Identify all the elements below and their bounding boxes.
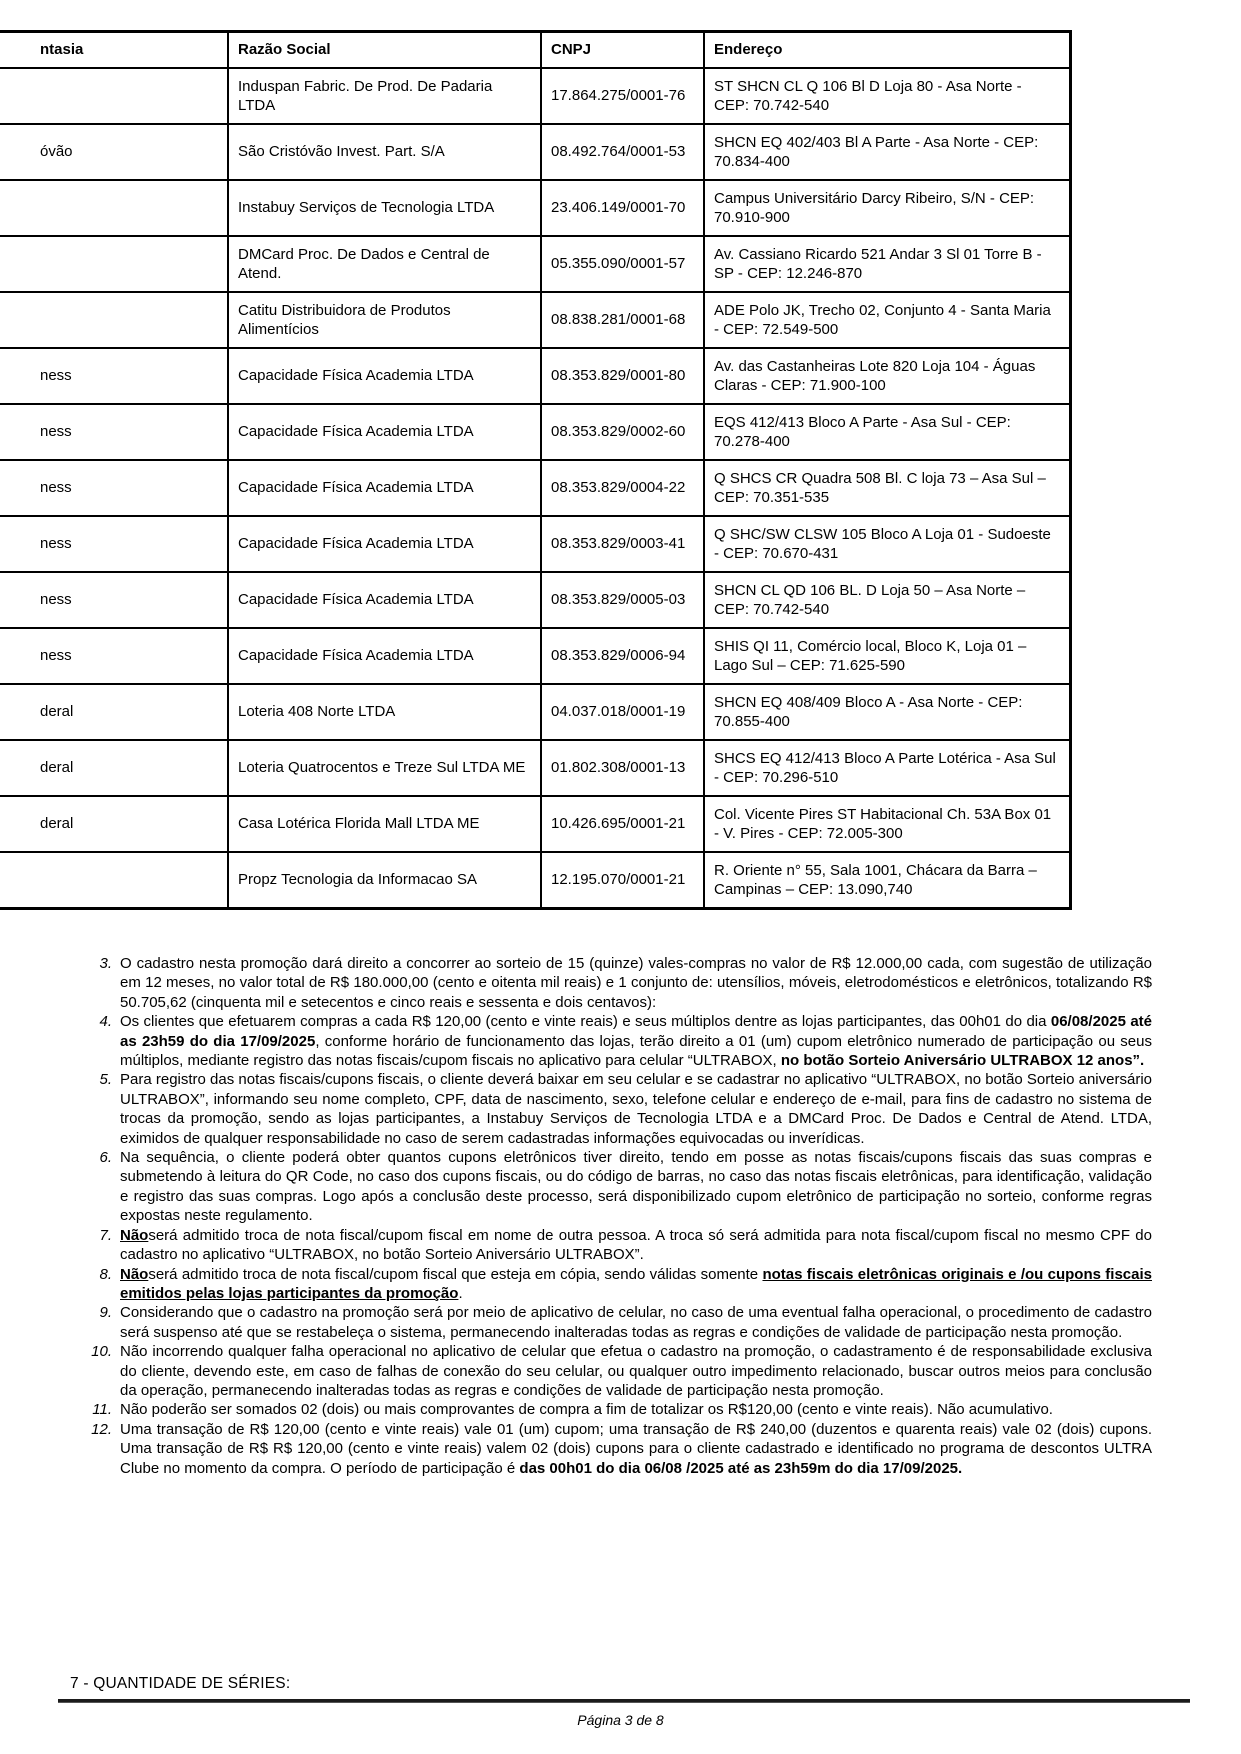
razao-social-cell: Catitu Distribuidora de Produtos Alimentícios [228,292,541,348]
cnpj-cell: 08.353.829/0005-03 [541,572,704,628]
razao-social-cell: DMCard Proc. De Dados e Central de Atend. [228,236,541,292]
razao-social-cell: Propz Tecnologia da Informacao SA [228,852,541,909]
regulations-list [82,954,1152,1478]
endereco-cell: SHCN EQ 408/409 Bloco A - Asa Norte - CEP: 70.855-400 [704,684,1070,740]
item-number: 8. [99,1265,112,1283]
regulation-item [82,1303,1152,1342]
cnpj-cell: 05.355.090/0001-57 [541,236,704,292]
item-text: Nãoserá admitido troca de nota fiscal/cupom fiscal em nome de outra pessoa. A troca só será admitida para nota fiscal/cupom fiscal no mesmo CPF do cadastro no aplicativo “ULTRABOX, no botão Sorteio Aniversário ULTRABOX”. [120,1226,1152,1264]
item-text: Não poderão ser somados 02 (dois) ou mais comprovantes de compra a fim de totalizar os R$120,00 (cento e vinte reais). Não acumulativo. [120,1401,1053,1419]
column-header: ntasia [0,32,228,69]
regulation-item [82,1420,1152,1478]
item-text: Não incorrendo qualquer falha operacional no aplicativo de celular que efetua o cadastro na promoção, o cadastramento é de responsabilidade exclusiva do cliente, devendo este, em caso de falhas de conexão do seu celular, ou qualquer outro impedimento relacionado, buscar outros meios para conclusão da operação, permanecendo inalteradas todas as regras e condições de validade de participação nesta promoção. [120,1343,1152,1399]
item-number: 11. [92,1401,112,1419]
razao-social-cell: Capacidade Física Academia LTDA [228,516,541,572]
item-number: 10. [91,1343,112,1361]
fantasia-cell [0,180,228,236]
fantasia-cell [0,852,228,909]
section-divider [58,1699,1190,1703]
item-text: Na sequência, o cliente poderá obter quantos cupons eletrônicos tiver direito, tendo em posse as notas fiscais/cupons fiscais das suas compras e submetendo à leitura do QR Code, no caso dos cupons fiscais, ou do código de barras, no caso das notas fiscais eletrônicas, para identificação, validação e registro das suas compras. Logo após a conclusão deste processo, será disponibilizado cupom eletrônico de participação no sorteio, conforme regras expostas neste regulamento. [120,1149,1152,1225]
razao-social-cell: Instabuy Serviços de Tecnologia LTDA [228,180,541,236]
fantasia-cell: deral [0,740,228,796]
fantasia-cell [0,236,228,292]
fantasia-cell: ness [0,572,228,628]
cnpj-cell: 08.492.764/0001-53 [541,124,704,180]
razao-social-cell: Capacidade Física Academia LTDA [228,460,541,516]
fantasia-cell: deral [0,796,228,852]
cnpj-cell: 12.195.070/0001-21 [541,852,704,909]
razao-social-cell: Loteria 408 Norte LTDA [228,684,541,740]
regulation-item [82,1070,1152,1148]
item-number: 9. [99,1304,112,1322]
participating-stores-table [0,30,1072,910]
item-number: 6. [99,1149,112,1167]
razao-social-cell: Capacidade Física Academia LTDA [228,572,541,628]
endereco-cell: Q SHCS CR Quadra 508 Bl. C loja 73 – Asa Sul – CEP: 70.351-535 [704,460,1070,516]
column-header: Endereço [704,32,1070,69]
endereco-cell: SHCN EQ 402/403 Bl A Parte - Asa Norte - CEP: 70.834-400 [704,124,1070,180]
endereco-cell: SHIS QI 11, Comércio local, Bloco K, Loja 01 – Lago Sul – CEP: 71.625-590 [704,628,1070,684]
endereco-cell: Col. Vicente Pires ST Habitacional Ch. 53A Box 01 - V. Pires - CEP: 72.005-300 [704,796,1070,852]
item-text: Considerando que o cadastro na promoção será por meio de aplicativo de celular, no caso de uma eventual falha operacional, o procedimento de cadastro será suspenso até que se restabeleça o sistema, permanecendo inalteradas todas as regras e condições de validade de participação nesta promoção. [120,1304,1152,1341]
razao-social-cell: Casa Lotérica Florida Mall LTDA ME [228,796,541,852]
table-row [0,684,1070,740]
fantasia-cell: óvão [0,124,228,180]
cnpj-cell: 10.426.695/0001-21 [541,796,704,852]
table-row [0,628,1070,684]
table-row [0,460,1070,516]
regulation-item [82,1265,1152,1304]
regulation-item [82,1226,1152,1265]
cnpj-cell: 08.353.829/0002-60 [541,404,704,460]
cnpj-cell: 08.353.829/0004-22 [541,460,704,516]
item-number: 4. [99,1013,112,1031]
razao-social-cell: Capacidade Física Academia LTDA [228,404,541,460]
table-row [0,572,1070,628]
table-row [0,68,1070,124]
item-number: 3. [99,955,112,972]
regulation-item [82,954,1152,1012]
table-row [0,516,1070,572]
fantasia-cell: ness [0,404,228,460]
fantasia-cell [0,68,228,124]
table-row [0,796,1070,852]
regulation-item [82,1342,1152,1400]
regulation-item [82,1148,1152,1226]
razao-social-cell: Capacidade Física Academia LTDA [228,348,541,404]
cnpj-cell: 01.802.308/0001-13 [541,740,704,796]
endereco-cell: Av. Cassiano Ricardo 521 Andar 3 Sl 01 Torre B - SP - CEP: 12.246-870 [704,236,1070,292]
fantasia-cell: ness [0,348,228,404]
item-number: 7. [99,1226,112,1244]
endereco-cell: R. Oriente n° 55, Sala 1001, Chácara da Barra – Campinas – CEP: 13.090,740 [704,852,1070,909]
table-row [0,236,1070,292]
cnpj-cell: 23.406.149/0001-70 [541,180,704,236]
table-header-row [0,32,1070,69]
item-text: Uma transação de R$ 120,00 (cento e vinte reais) vale 01 (um) cupom; uma transação de R$ 240,00 (duzentos e quarenta reais) vale 02 (dois) cupons. Uma transação de R$ R$ 120,00 (cento e vinte reais) valem 02 (dois) cupons para o cliente cadastrado e identificado no programa de descontos ULTRA Clube no momento da compra. O período de participação é das 00h01 do dia 06/08 /2025 até as 23h59m do dia 17/09/2025. [120,1420,1152,1477]
regulation-item [82,1400,1152,1419]
fantasia-cell: ness [0,460,228,516]
table-row [0,348,1070,404]
item-text: Nãoserá admitido troca de nota fiscal/cupom fiscal que esteja em cópia, sendo válidas somente notas fiscais eletrônicas originais e /ou cupons fiscais emitidos pelas lojas participantes da promoção. [120,1265,1152,1302]
endereco-cell: SHCS EQ 412/413 Bloco A Parte Lotérica - Asa Sul - CEP: 70.296-510 [704,740,1070,796]
item-text: O cadastro nesta promoção dará direito a concorrer ao sorteio de 15 (quinze) vales-compras no valor de R$ 12.000,00 cada, com sugestão de utilização em 12 meses, no valor total de R$ 180.000,00 (cento e oitenta mil reais) e 1 conjunto de: utensílios, móveis, eletrodomésticos e eletrônicos, totalizando R$ 50.705,62 (cinquenta mil e setecentos e cinco reais e sessenta e dois centavos): [120,955,1152,1011]
cnpj-cell: 17.864.275/0001-76 [541,68,704,124]
razao-social-cell: Induspan Fabric. De Prod. De Padaria LTDA [228,68,541,124]
item-number: 12. [91,1420,112,1438]
table-row [0,852,1070,909]
razao-social-cell: São Cristóvão Invest. Part. S/A [228,124,541,180]
item-text: Para registro das notas fiscais/cupons fiscais, o cliente deverá baixar em seu celular e se cadastrar no aplicativo “ULTRABOX, no botão Sorteio aniversário ULTRABOX”, informando seu nome completo, CPF, data de nascimento, sexo, telefone celular e endereço de e-mail, para fins de cadastro no sistema de trocas da promoção, sendo as lojas participantes, a Instabuy Serviços de Tecnologia LTDA e a DMCard Proc. De Dados e Central de Atend. LTDA, eximidos de qualquer responsabilidade no caso de serem cadastradas informações equivocadas ou inverídicas. [120,1071,1152,1147]
table-row [0,292,1070,348]
table-row [0,404,1070,460]
item-number: 5. [99,1071,112,1089]
endereco-cell: Campus Universitário Darcy Ribeiro, S/N - CEP: 70.910-900 [704,180,1070,236]
cnpj-cell: 04.037.018/0001-19 [541,684,704,740]
fantasia-cell: ness [0,628,228,684]
cnpj-cell: 08.353.829/0001-80 [541,348,704,404]
regulation-item [82,1012,1152,1070]
endereco-cell: ADE Polo JK, Trecho 02, Conjunto 4 - Santa Maria - CEP: 72.549-500 [704,292,1070,348]
razao-social-cell: Capacidade Física Academia LTDA [228,628,541,684]
endereco-cell: Av. das Castanheiras Lote 820 Loja 104 - Águas Claras - CEP: 71.900-100 [704,348,1070,404]
cnpj-cell: 08.838.281/0001-68 [541,292,704,348]
section-heading: 7 - QUANTIDADE DE SÉRIES: [70,1675,291,1692]
fantasia-cell [0,292,228,348]
fantasia-cell: deral [0,684,228,740]
column-header: CNPJ [541,32,704,69]
page-number: Página 3 de 8 [577,1712,664,1728]
endereco-cell: Q SHC/SW CLSW 105 Bloco A Loja 01 - Sudoeste - CEP: 70.670-431 [704,516,1070,572]
endereco-cell: EQS 412/413 Bloco A Parte - Asa Sul - CEP: 70.278-400 [704,404,1070,460]
fantasia-cell: ness [0,516,228,572]
table-row [0,124,1070,180]
column-header: Razão Social [228,32,541,69]
cnpj-cell: 08.353.829/0006-94 [541,628,704,684]
razao-social-cell: Loteria Quatrocentos e Treze Sul LTDA ME [228,740,541,796]
cnpj-cell: 08.353.829/0003-41 [541,516,704,572]
item-text: Os clientes que efetuarem compras a cada R$ 120,00 (cento e vinte reais) e seus múltiplos dentre as lojas participantes, das 00h01 do dia 06/08/2025 até as 23h59 do dia 17/09/2025, conforme horário de funcionamento das lojas, terão direito a 01 (um) cupom eletrônico numerado de participação ou seus múltiplos, mediante registro das notas fiscais/cupom fiscais no aplicativo para celular “ULTRABOX, no botão Sorteio Aniversário ULTRABOX 12 anos”. [120,1013,1153,1070]
endereco-cell: SHCN CL QD 106 BL. D Loja 50 – Asa Norte – CEP: 70.742-540 [704,572,1070,628]
endereco-cell: ST SHCN CL Q 106 Bl D Loja 80 - Asa Norte - CEP: 70.742-540 [704,68,1070,124]
table-row [0,180,1070,236]
table-row [0,740,1070,796]
